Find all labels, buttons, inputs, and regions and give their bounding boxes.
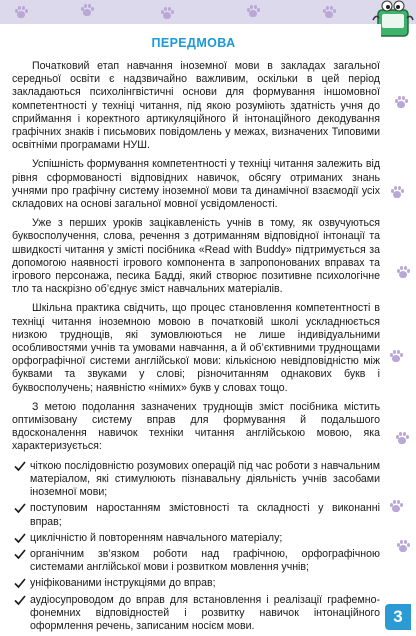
- list-item: [12, 594, 380, 634]
- paw-print-icon: [395, 432, 409, 445]
- list-item-text: чіткою послідовністю розумових операцій під час роботи з навчальним матеріалом, які стимулюють пізнавальну діяльність учнів засобами іноземної мови;: [30, 459, 380, 499]
- list-item-text: уніфікованими інструкціями до вправ;: [30, 577, 216, 590]
- paw-print-icon: [396, 540, 410, 553]
- paragraph: Успішність формування компетентності у техніці читання залежить від рівня сформованості відповідних навичок, обсягу отриманих знань учнями про графічну систему іноземної мови та динамічної взаємодії усіх складових на основі загальної мовної усвідомленості.: [12, 158, 380, 211]
- paragraph: З метою подолання зазначених труднощів зміст посібника містить оптимізовану систему вправ для формування й подальшого вдосконалення навичок техніки читання англійською мовою, яка характеризується:: [12, 400, 380, 453]
- page-title: ПЕРЕДМОВА: [151, 36, 236, 50]
- paw-print-icon: [394, 96, 408, 109]
- checkmark-icon: [14, 577, 26, 589]
- list-item: [12, 460, 380, 500]
- paw-print-icon: [389, 500, 403, 513]
- checkmark-icon: [14, 532, 26, 544]
- list-item-text: циклічністю й повторенням навчального матеріалу;: [30, 531, 283, 544]
- paw-print-icon: [396, 266, 410, 279]
- list-item: [12, 548, 380, 574]
- checkmark-icon: [14, 502, 26, 514]
- checkmark-icon: [14, 460, 26, 472]
- paragraph: Уже з перших уроків зацікавленість учнів в тому, як озвучуються буквосполучення, слова, речення з дотриманням відповідної інтонації та швидкості читання у змісті посібника «Read with Buddy» підтримується за допомогою наявності ігрового компонента в запропонованих вправах та ігрового персонажа, песика Бадді, який створює позитивне психологічне тло та наскрізно об’єднує зміст навчальних матеріалів.: [12, 217, 380, 296]
- list-item: [12, 577, 380, 590]
- list-item: [12, 502, 380, 528]
- list-item-text: аудіосупроводом до вправ для встановлення і реалізації графемно-фонемних відповідностей і розвитку навичок інтонаційного оформлення речень, записаним носієм мови.: [30, 593, 380, 632]
- checkmark-icon: [14, 594, 26, 606]
- top-decorative-stripe: [0, 0, 416, 24]
- characteristics-list: [12, 460, 380, 633]
- paw-print-icon: [390, 186, 404, 199]
- list-item-text: поступовим наростанням змістовності та складності у виконанні вправ;: [30, 502, 380, 528]
- page-content-frame: [6, 24, 381, 632]
- paw-print-icon: [389, 350, 403, 363]
- list-item-text: органічним зв’язком роботи над графічною, орфографічною системами англійської мови і розвитком мовлення учнів;: [30, 547, 380, 574]
- preface-text: [12, 60, 380, 636]
- paragraph: Шкільна практика свідчить, що процес становлення компетентності в техніці читання іноземною мовою в початковій школі ускладнюється низкою труднощів, які зумовлюються не лише індивідуальними особливостями учнів та умовами навчання, а й об’єктивними труднощами орфографічної системи англійської мови: кількісною невідповідністю між буквами та звуками у слові; різночитанням однакових букв і буквосполучень; наявністю «німих» букв у словах тощо.: [12, 302, 380, 394]
- checkmark-icon: [14, 548, 26, 560]
- paragraph: Початковий етап навчання іноземної мови в закладах загальної середньої освіти є надзвичайно важливим, оскільки в цей період закладаються психолінгвістичні основи для формування іншомовної компетентності у техніці читання, під якою розуміють здатність учня до сприймання і коректного артикуляційного й інтонаційного декодування графічних знаків і письмових повідомлень у межах, визначених Типовими освітніми програмами НУШ.: [12, 60, 380, 152]
- list-item: [12, 532, 380, 545]
- page-number-badge: 3: [385, 604, 411, 630]
